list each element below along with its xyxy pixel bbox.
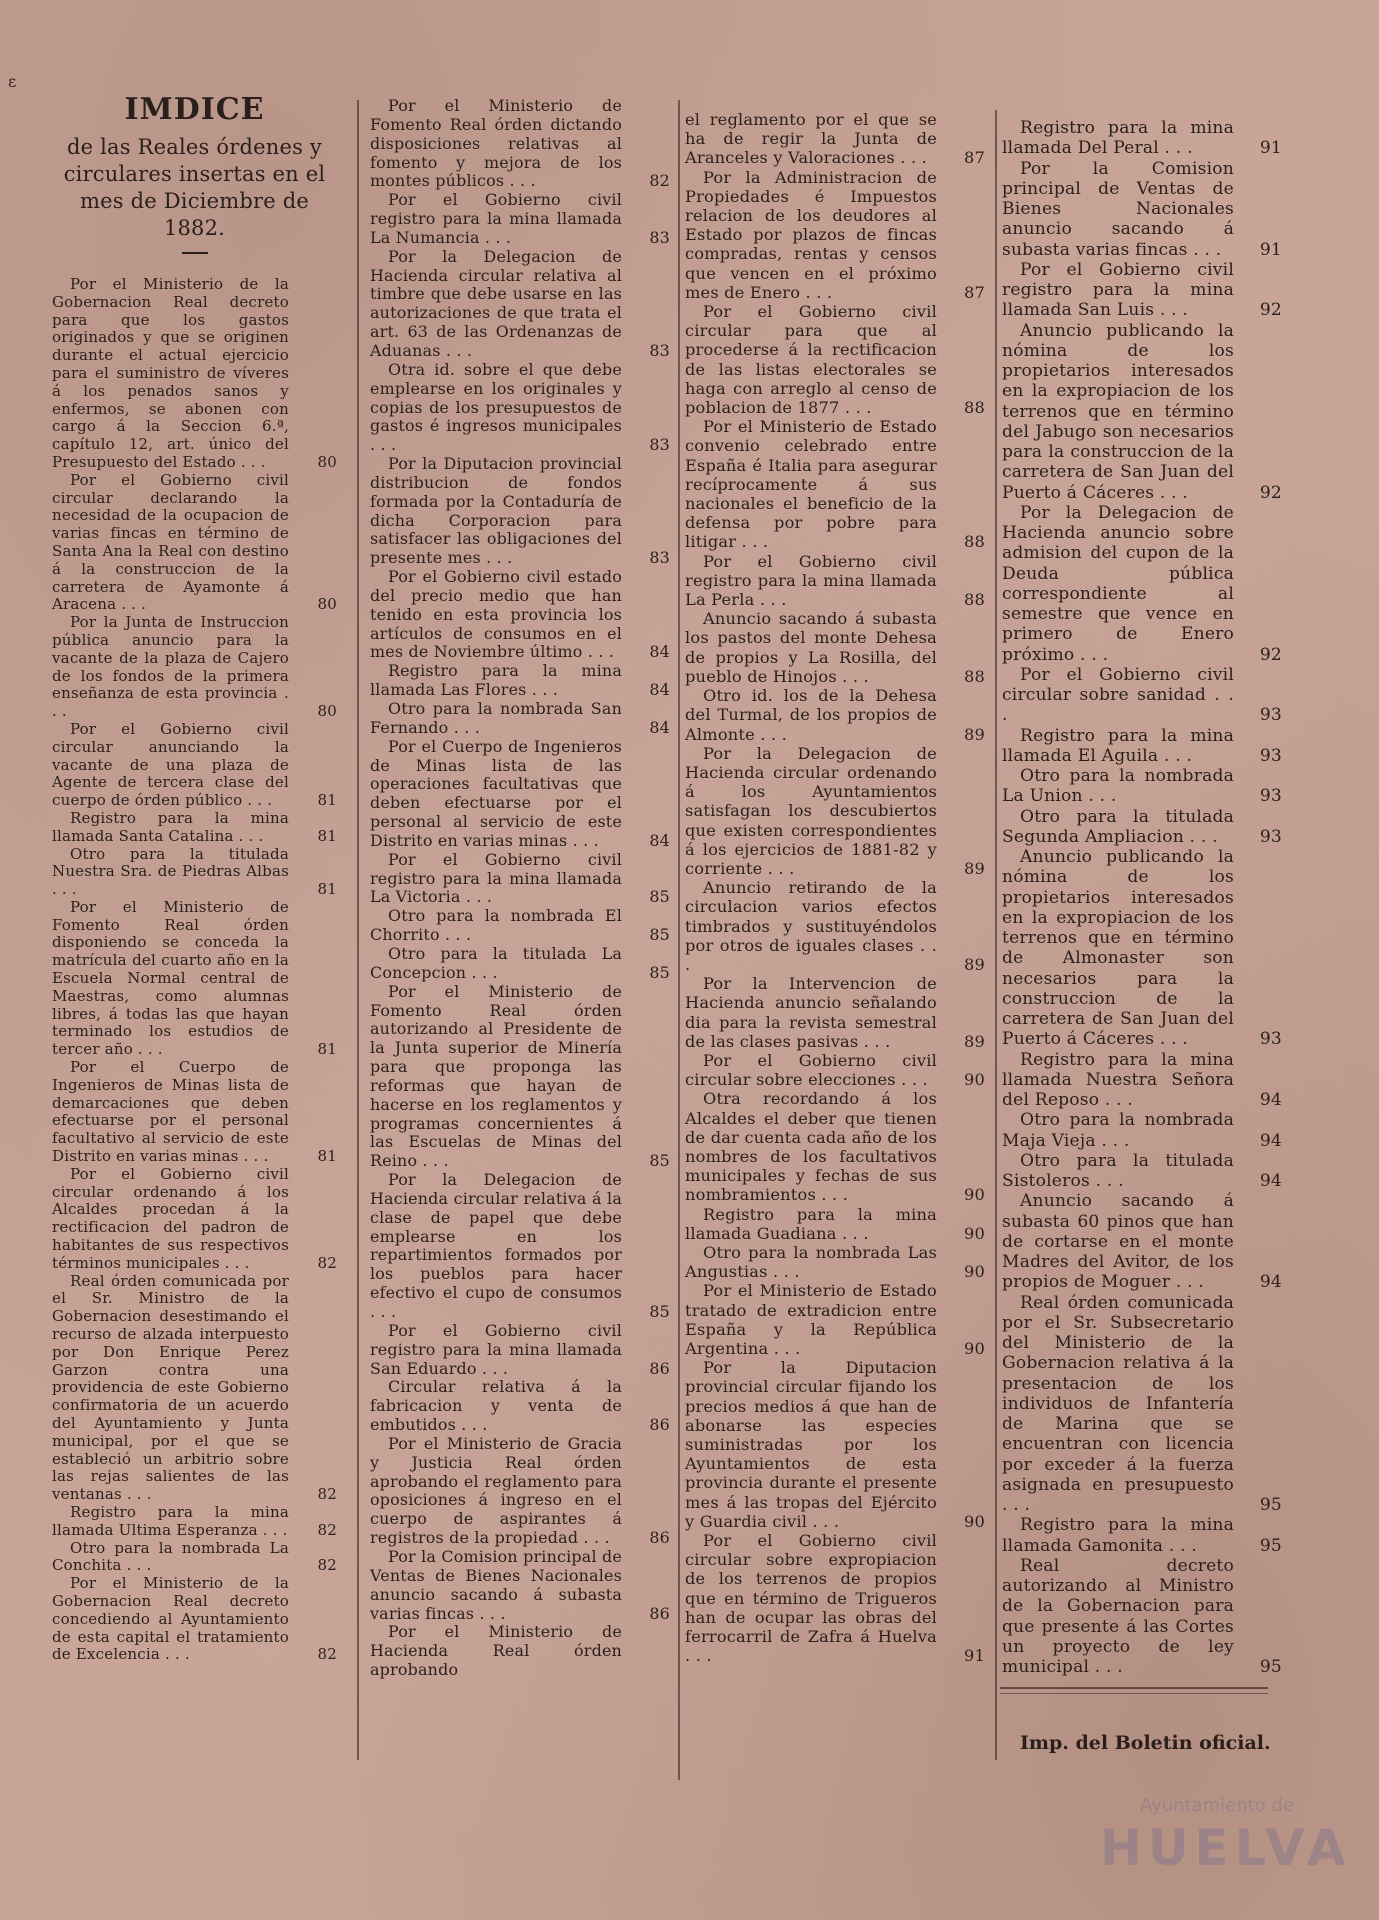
entry-page-number: 95 [1259,1495,1282,1515]
entry-page-number: 81 [317,791,337,810]
index-entry [685,302,985,417]
entry-dots: . . . [815,1185,849,1205]
entry-dots: . . . [578,1528,610,1548]
entry-page-number: 94 [1259,1130,1282,1151]
entry-text: Otro para la titulada Sistoleros [1002,1150,1234,1191]
entry-page-number: 95 [1259,1535,1282,1556]
archive-watermark [1090,1795,1352,1895]
entry-page-number: 86 [649,1603,670,1623]
index-entry [370,1378,670,1435]
entry-text: Registro para la mina llamada Nuestra Señora del Reposo [1002,1049,1234,1110]
entry-text: Registro para la mina llamada Ultima Esperanza [52,1502,289,1539]
index-entry [52,276,337,472]
entry-page-number: 83 [649,340,670,360]
entry-dots: . . . [1154,1029,1189,1050]
entry-page-number: 81 [317,826,337,845]
entry-dots: . . . [52,880,77,899]
entry-text: Por el Gobierno civil circular sobre expropiacion de los terrenos de propios que en término de Trigueros han de ocupar las obras del ferrocarril de Zafra á Huelva [685,1531,937,1647]
entry-text: Registro para la mina llamada Las Flores [370,661,622,700]
entry-page-number: 90 [964,1339,985,1358]
index-entry [1002,118,1282,159]
entry-text: Por el Ministerio de Estado convenio celebrado entre España é Italia para asegurar recíprocamente á sus nacionales el beneficio de la defensa por pobre para litigar [685,417,937,552]
entry-text: Otro para la titulada Segunda Ampliacion [1002,806,1234,847]
entry-dots: . . . [894,148,927,168]
entry-dots: . . . [858,1031,891,1051]
entry-dots: . . . [439,925,472,945]
entry-page-number: 89 [964,724,985,744]
entry-dots: . . . [257,1520,288,1539]
entry-page-number: 86 [649,1528,670,1548]
entry-text: Por el Ministerio de Hacienda Real órden aprobando [370,1622,622,1680]
entry-dots: . . . [476,1358,509,1378]
entry-page-number: 91 [1259,138,1282,159]
entry-text: Por el Ministerio de la Gobernacion Real decreto para que los gastos originados y que se originen durante el actual ejercicio para el suministro de víveres á los penados sanos y enfermos, se abonen con cargo á la Seccion 6.ª, capítulo 12, art. único del Presupuesto del Estado [52,275,289,471]
entry-text: Por el Gobierno civil circular ordenando á los Alcaldes procedan á la rectificacion del padron de habitantes de sus respectivos términos municipales [52,1164,289,1272]
index-column-1 [52,92,337,1664]
index-entry [52,1504,337,1540]
index-entry [685,417,985,551]
entry-page-number: 85 [649,962,670,982]
entry-dots: . . . [836,666,869,686]
index-entry [685,878,985,974]
entry-dots: . . . [800,282,833,302]
index-entry [1002,807,1282,848]
entry-text: Por el Ministerio de Gracia y Justicia Real órden aprobando el reglamento para oposiciones á ingreso en el cuerpo de aspirantes á registros de la propiedad [370,1433,622,1548]
entry-page-number: 93 [1259,705,1282,726]
entry-dots: . . . [1154,482,1189,503]
entry-dots: . . . [762,858,795,878]
index-column-2 [370,97,670,1680]
entry-page-number: 82 [649,171,670,191]
entry-text: Otro para la nombrada Las Angustias [685,1242,937,1282]
entry-dots: . . . [460,887,493,907]
entry-dots: . . . [116,595,147,614]
index-entry [1002,503,1282,665]
entry-dots: . . . [233,826,264,845]
entry-page-number: 93 [1259,1029,1282,1050]
entry-text: Registro para la mina llamada Guadiana [685,1204,937,1243]
index-entry [370,361,670,455]
index-entry [1002,665,1282,726]
entry-dots: . . . [1002,1495,1031,1515]
entry-dots: . . . [1089,1657,1123,1677]
entry-text: Por el Gobierno civil registro para la mina llamada San Eduardo [370,1320,622,1378]
index-entry [52,1059,337,1166]
entry-dots: . . . [417,1151,449,1171]
entry-page-number: 85 [649,887,670,907]
title-dash [182,252,208,254]
index-entry [685,168,985,302]
entry-dots: . . . [235,452,266,471]
index-entry [1002,847,1282,1050]
entry-dots: . . . [1158,138,1193,159]
entry-text: Por la Comision principal de Ventas de Bienes Nacionales anuncio sacando á subasta varias fincas [1002,158,1234,260]
entry-text: Por la Comision principal de Ventas de Bienes Nacionales anuncio sacando á subasta varias fincas [370,1546,622,1623]
entry-dots: . . . [504,171,536,191]
index-entry [370,1548,670,1623]
footer-rule-thin [1000,1693,1268,1694]
entry-text: Por la Intervencion de Hacienda anuncio señalando dia para la revista semestral de las clases pasivas [685,974,937,1051]
entry-page-number: 87 [964,282,985,302]
index-entry [370,738,670,851]
entry-page-number: 90 [964,1185,985,1205]
entry-text: Por el Ministerio de Fomento Real órden autorizando al Presidente de la Junta superior de Minería para que proponga las reformas que hayan de hacerse en los reglamentos y programas concernientes á las Escuelas de Minas del Reino [370,981,622,1171]
index-entry [685,686,985,744]
entry-text: Por el Ministerio de Estado tratado de extradicion entre España y la República Argentina [685,1281,937,1358]
index-entry [370,248,670,361]
entry-dots: . . . [1099,1090,1134,1110]
entry-dots: . . . [685,935,937,974]
entry-text: Por la Delegacion de Hacienda circular relativa á la clase de papel que debe emplearse en los repartimientos formados por los pueblos para hacer efectivo el cupo de consumos [370,1170,622,1303]
entry-page-number: 84 [649,642,670,662]
entry-text: Otro para la nombrada Maja Vieja [1002,1110,1234,1151]
index-entry [370,662,670,700]
entry-dots: . . . [836,1223,869,1243]
entry-text: Por el Gobierno civil registro para la mina llamada La Victoria [370,849,622,907]
entry-dots: . . . [526,680,559,700]
entry-page-number: 91 [1259,239,1282,260]
index-entry [1002,1050,1282,1111]
column-divider-3 [995,110,997,1760]
entry-dots: . . . [1187,239,1222,260]
index-entry [685,1281,985,1358]
index-entry [52,721,337,810]
entry-dots: . . . [754,590,787,610]
entry-dots: . . . [567,830,599,850]
index-entry [370,983,670,1171]
index-entry [1002,260,1282,321]
entry-dots: . . . [440,340,473,360]
entry-page-number: 92 [1259,644,1282,665]
entry-page-number: 84 [649,830,670,850]
entry-text: Otro para la nombrada La Union [1002,766,1234,807]
index-entry [1002,1151,1282,1192]
entry-text: Anuncio publicando la nómina de los propietarios interesados en la expropiacion de los terrenos que en término del Jabugo son necesarios para la construccion de la carretera de San Juan del Puerto á Cáceres [1002,320,1234,503]
entry-page-number: 87 [964,148,985,168]
entry-dots: . . . [1089,1171,1124,1191]
entry-text: Por el Gobierno civil circular declarando la necesidad de la ocupacion de varias fincas en término de Santa Ana la Real con destino á la construccion de la carretera de Ayamonte á Aracena [52,470,289,614]
entry-page-number: 89 [964,1031,985,1051]
index-entry [685,110,985,168]
index-entry [1002,1515,1282,1556]
index-entry [370,455,670,568]
entry-page-number: 82 [317,1645,337,1664]
entry-dots: . . . [479,227,512,247]
entry-page-number: 94 [1259,1090,1282,1110]
entry-dots: . . . [219,1253,250,1272]
entry-page-number: 83 [649,227,670,247]
entry-dots: . . . [448,717,480,737]
entry-page-number: 84 [649,717,670,737]
imprint-line: Imp. del Boletin oficial. [1020,1732,1271,1754]
entry-page-number: 84 [649,680,670,700]
entry-page-number: 80 [317,452,337,471]
index-entry [370,1435,670,1548]
entry-dots: . . . [1074,644,1109,665]
index-entry [1002,726,1282,767]
entry-page-number: 88 [964,398,985,418]
index-entry [685,1243,985,1281]
index-subtitle: de las Reales órdenes y circulares insertas en el mes de Diciembre de 1882. [63,135,326,240]
entry-page-number: 94 [1259,1171,1282,1191]
entry-dots: . . . [370,435,397,455]
entry-page-number: 90 [964,1223,985,1243]
entry-text: Otro para la titulada La Concepcion [370,943,622,982]
entry-page-number: 89 [964,858,985,878]
entry-text: Por el Ministerio de Fomento Real órden dictando disposiciones relativas al fomento y mejora de los montes públicos [370,96,622,191]
footer-rule [1000,1687,1268,1689]
index-entry [52,846,337,899]
index-entry [685,1205,985,1243]
entry-page-number: 82 [317,1485,337,1504]
index-entry [370,851,670,908]
entry-text: Por el Gobierno civil circular para que al procederse á la rectificacion de las listas electorales se haga con arreglo al censo de poblacion de 1877 [685,302,937,418]
index-entry [370,97,670,191]
entry-text: Real órden comunicada por el Sr. Ministro de la Gobernacion desestimando el recurso de alzada interpuesto por Don Enrique Perez Garzon contra una providencia de este Gobierno confirmatoria de un acuerdo del Ayuntamiento y Junta municipal, por el que se estableció un arbitrio sobre las rejas salientes de las ventanas [52,1271,289,1504]
index-entry [370,700,670,738]
entry-dots: . . . [582,642,615,662]
entry-text: Anuncio publicando la nómina de los propietarios interesados en la expropiacion de los terrenos que en término de Almonaster son necesarios para la construccion de la carretera de San Juan del Puerto á Cáceres [1002,847,1234,1050]
index-entry [1002,1191,1282,1292]
entry-dots: . . . [1082,786,1117,807]
entry-dots: . . . [132,1040,163,1059]
entry-dots: . . . [1095,1130,1130,1151]
index-entry [52,614,337,721]
entry-dots: . . . [768,1339,801,1358]
entry-page-number: 81 [317,1040,337,1059]
index-entry [1002,766,1282,807]
entry-dots: . . . [839,398,872,418]
index-entry [685,1089,985,1204]
entry-page-number: 86 [649,1415,670,1435]
entry-text: Por la Diputacion provincial circular fijando los precios medios á que han de abonarse las especies suministradas por los Ayuntamientos de esta provincia durante el presente mes á las tropas del Ejército y Guardia civil [685,1358,937,1531]
entry-page-number: 92 [1259,300,1282,321]
entry-page-number: 93 [1259,745,1282,766]
entry-page-number: 95 [1259,1657,1282,1677]
index-entry [370,1171,670,1322]
entry-text: Otro para la titulada Nuestra Sra. de Piedras Albas [52,844,289,881]
entry-text: Registro para la mina llamada El Aguila [1002,725,1234,766]
entry-page-number: 85 [649,925,670,945]
entry-text: Por el Gobierno civil registro para la mina llamada San Luis [1002,259,1234,321]
entry-text: Otro para la nombrada El Chorrito [370,906,622,945]
entry-page-number: 93 [1259,786,1282,807]
entry-text: Por el Gobierno civil estado del precio medio que han tenido en esta provincia los artículos de consumos en el mes de Noviembre último [370,567,622,662]
entry-text: Registro para la mina llamada Del Peral [1002,118,1234,159]
index-entry [685,609,985,686]
column-divider-2 [678,100,680,1780]
entry-dots: . . . [1002,685,1234,726]
entry-text: Otra recordando á los Alcaldes el deber que tienen de dar cuenta cada año de los nombres de los facultativos municipales y fechas de sus nombramientos [685,1089,937,1205]
entry-dots: . . . [52,684,290,721]
entry-text: Por la Delegacion de Hacienda anuncio sobre admision del cupon de la Deuda pública correspondiente al semestre que vence en primero de Enero próximo [1002,502,1234,665]
entry-page-number: 80 [317,702,337,721]
watermark-line-2: HUELVA [1100,1819,1352,1877]
entry-text: Circular relativa á la fabricacion y venta de embutidos [370,1377,622,1435]
margin-mark: ɛ [8,72,17,91]
index-entry [52,810,337,846]
entry-text: Por el Ministerio de la Gobernacion Real decreto concediendo al Ayuntamiento de esta capital el tratamiento de Excelencia [52,1574,289,1664]
entry-text: Real decreto autorizando al Ministro de la Gobernacion para que presente á las Cortes un proyecto de ley municipal [1002,1555,1234,1677]
entry-dots: . . . [474,1603,506,1623]
entry-page-number: 89 [964,954,985,974]
entry-page-number: 90 [964,1511,985,1531]
entry-text: Otro id. los de la Dehesa del Turmal, de los propios de Almonte [685,686,937,744]
entry-dots: . . . [121,1485,152,1504]
watermark-line-1: Ayuntamiento de [1140,1795,1294,1816]
entry-dots: . . . [754,724,787,744]
entry-text: Por el Gobierno civil circular sobre elecciones [685,1050,937,1090]
entry-page-number: 82 [317,1253,337,1272]
entry-dots: . . . [456,1415,488,1435]
entry-text: Por el Cuerpo de Ingenieros de Minas lista de demarcaciones que deben efectuarse por el personal facultativo al servicio de este Distrito en varias minas [52,1058,289,1166]
index-entry [370,1322,670,1379]
entry-text: el reglamento por el que se ha de regir la Junta de Aranceles y Valoraciones [685,110,937,168]
entry-text: Por la Delegacion de Hacienda circular relativa al timbre que debe usarse en las autorizaciones de que trata el art. 63 de las Ordenanzas de Aduanas [370,246,622,360]
entry-dots: . . . [736,532,769,552]
index-entry [52,899,337,1059]
index-entry [685,974,985,1051]
index-column-4 [1002,118,1282,1677]
index-entry [370,191,670,248]
entry-dots: . . . [1158,745,1193,766]
entry-dots: . . . [767,1262,800,1282]
entry-text: Anuncio sacando á subasta 60 pinos que han de cortarse en el monte Madres del Avitor, de los propios de Moguer [1002,1191,1234,1293]
entry-text: Por el Gobierno civil registro para la mina llamada La Numancia [370,190,622,247]
index-entry [1002,321,1282,503]
entry-dots: . . . [160,1645,190,1664]
index-entry [1002,1556,1282,1678]
entry-page-number: 83 [649,435,670,455]
index-entry [52,472,337,614]
index-entry [370,907,670,945]
entry-dots: . . . [1170,1272,1205,1293]
entry-text: Real órden comunicada por el Sr. Subsecretario del Ministerio de la Gobernacion relativa á la presentacion de los individuos de Infantería de Marina que se encuentran con licencia por exceder á la fuerza asignada en presupuesto [1002,1292,1234,1495]
entry-dots: . . . [685,1646,712,1666]
entry-page-number: 81 [317,880,337,899]
entry-page-number: 81 [317,1147,337,1166]
index-entry [685,1051,985,1089]
index-entry [685,552,985,610]
entry-dots: . . . [238,1147,269,1166]
entry-text: Por la Administracion de Propiedades é Impuestos relacion de los deudores al Estado por plazos de fincas compradas, rentas y censos que vencen en el próximo mes de Enero [685,167,937,302]
index-entry [52,1166,337,1273]
entry-page-number: 90 [964,1262,985,1282]
index-entry [685,1358,985,1531]
entry-text: Otro para la nombrada San Fernando [370,699,622,737]
index-column-3 [685,110,985,1665]
entry-page-number: 91 [964,1646,985,1666]
index-entry [52,1540,337,1576]
entry-page-number: 82 [317,1556,337,1575]
entry-text: Por el Gobierno civil circular sobre sanidad [1002,664,1234,705]
index-entry [370,1623,670,1680]
index-entry [370,945,670,983]
entry-text: Otro para la nombrada La Conchita [52,1538,289,1575]
entry-page-number: 83 [649,548,670,568]
entry-dots: . . . [370,1302,397,1321]
index-entry [1002,1110,1282,1151]
entry-text: Por la Diputacion provincial distribucion de fondos formada por la Contaduría de dicha Corporacion para satisfacer las obligaciones del presente mes [370,454,622,568]
index-title: IMDICE [124,92,265,127]
entry-dots: . . . [121,1556,152,1575]
entry-text: Anuncio sacando á subasta los pastos del monte Dehesa de propios y La Rosilla, del pueblo de Hinojos [685,609,937,686]
entry-page-number: 88 [964,590,985,610]
entry-dots: . . . [480,548,513,568]
entry-page-number: 82 [317,1520,337,1539]
entry-page-number: 85 [649,1151,670,1171]
entry-page-number: 90 [964,1070,985,1090]
entry-text: Otra id. sobre el que debe emplearse en los originales y copias de los presupuestos de gastos é ingresos municipales [370,359,622,436]
entry-page-number: 85 [649,1302,670,1321]
entry-page-number: 88 [964,532,985,552]
entry-dots: . . . [807,1511,840,1531]
entry-text: Anuncio retirando de la circulacion varios efectos timbrados y sustituyéndolos por otros de iguales clases [685,878,937,955]
index-entry [1002,1293,1282,1516]
entry-dots: . . . [1183,826,1218,847]
entry-text: Registro para la mina llamada Gamonita [1002,1515,1234,1556]
column-divider-1 [357,100,359,1760]
index-entry [1002,159,1282,260]
entry-text: Registro para la mina llamada Santa Catalina [52,808,289,845]
entry-page-number: 92 [1259,482,1282,503]
index-entry [370,568,670,662]
index-entry [52,1575,337,1664]
entry-page-number: 94 [1259,1272,1282,1293]
entry-text: Por el Gobierno civil circular anunciando la vacante de una plaza de Agente de tercera clase del cuerpo de órden público [52,719,289,810]
entry-page-number: 88 [964,666,985,686]
entry-text: Por la Junta de Instruccion pública anuncio para la vacante de la plaza de Cajero de los fondos de la primera enseñanza de esta provincia [52,613,289,703]
entry-page-number: 80 [317,595,337,614]
index-entry [685,1531,985,1665]
entry-text: Por el Gobierno civil registro para la mina llamada La Perla [685,551,937,610]
entry-text: Por el Ministerio de Fomento Real órden disponiendo se conceda la matrícula del cuarto año en la Escuela Normal central de Maestras, como alumnas libres, á todas las que hayan terminado los estudios de tercer año [52,897,289,1059]
entry-text: Por la Delegacion de Hacienda circular ordenando á los Ayuntamientos satisfagan los descubiertos que existen correspondientes á los ejercicios de 1881-82 y corriente [685,743,937,878]
entry-dots: . . . [466,962,498,982]
index-entry [685,744,985,878]
entry-page-number: 86 [649,1358,670,1378]
entry-dots: . . . [242,791,273,810]
entry-page-number: 93 [1259,826,1282,847]
entry-dots: . . . [1154,300,1189,321]
entry-dots: . . . [1163,1535,1197,1556]
entry-text: Por el Cuerpo de Ingenieros de Minas lista de las operaciones facultativas que deben efectuarse por el personal al servicio de este Distrito en varias minas [370,736,622,850]
entry-dots: . . . [895,1070,928,1090]
index-entry [52,1273,337,1504]
